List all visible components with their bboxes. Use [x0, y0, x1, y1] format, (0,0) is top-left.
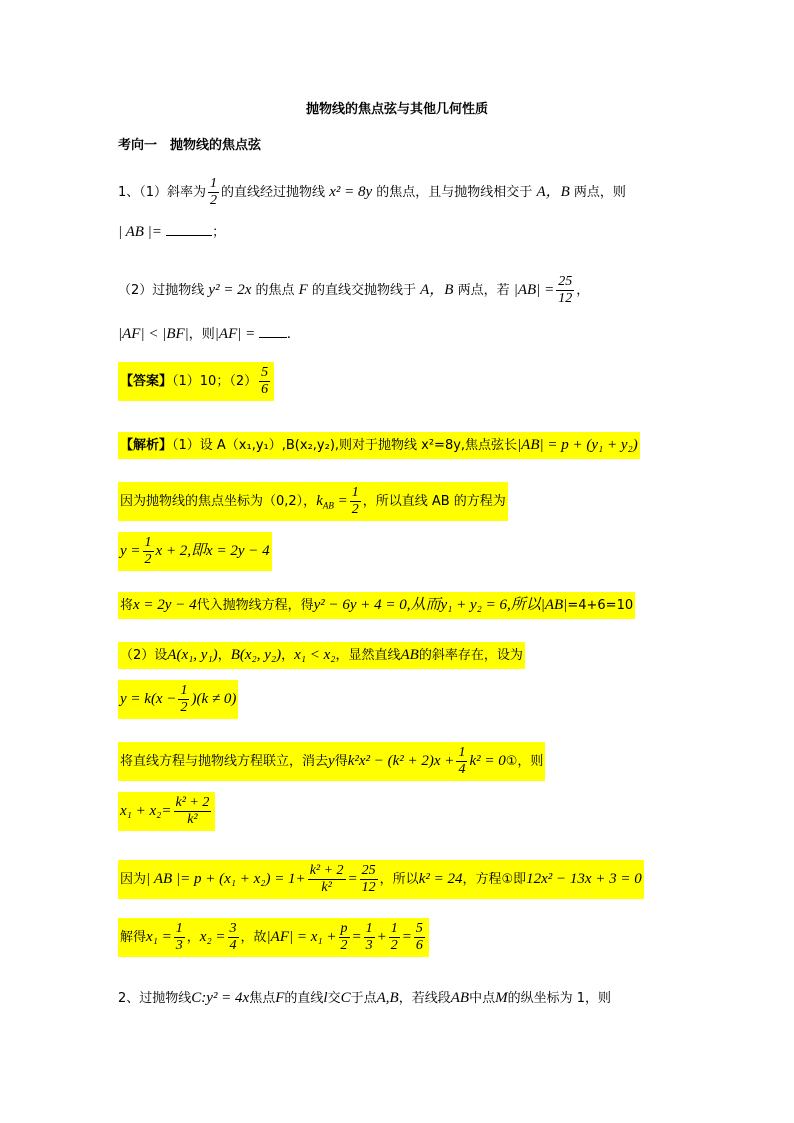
answer-line: 【答案】（1）10；（2） $\frac{5}{6}$	[118, 362, 274, 401]
problem-1-part-1-blank: | AB |= ；	[118, 224, 226, 240]
solution-line-7: 将直线方程与抛物线方程联立，消去y得k²x² − (k² + 2)x + $\frac{1}{4}$ k² = 0①，则	[118, 742, 545, 781]
solution-line-3: y = $\frac{1}{2}$ x + 2,即x = 2y − 4	[118, 532, 272, 571]
solution-line-9: 因为| AB |= p + (x₁ + x₂) = 1+ $\frac{\text{k² + 2}}{\text{k²}}$ = $\frac{25}{12}$ ，所以k² = 24，方程①即12x² − 13x + 3 = 0	[118, 860, 644, 899]
solution-line-1: 【解析】（1）设 A（x₁,y₁）,B(x₂,y₂),则对于抛物线 x²=8y,焦点弦长|AB| = p + (y₁ + y₂)	[118, 432, 640, 459]
answer-blank[interactable]	[166, 235, 212, 236]
section-heading: 考向一 抛物线的焦点弦	[118, 138, 262, 153]
problem-1-part-2: （2）过抛物线 y² = 2x 的焦点 F 的直线交抛物线于 A，B 两点，若 |AB| = $\frac{25}{12}$ ，	[118, 274, 590, 306]
solution-line-4: 将x = 2y − 4代入抛物线方程，得y² − 6y + 4 = 0,从而y₁ + y₂ = 6,所以|AB|=4+6=10	[118, 592, 635, 619]
answer-blank[interactable]	[259, 337, 287, 338]
fraction: $\frac{25}{12}$	[558, 274, 573, 306]
solution-line-10: 解得x₁ = $\frac{1}{3}$ ，x₂ = $\frac{3}{4}$ ，故|AF| = x₁ + $\frac{p}{2}$ = $\frac{1}{3}$ + $\frac{1}{2}$ = $\frac{5}{6}$	[118, 918, 429, 957]
page-title: 抛物线的焦点弦与其他几何性质	[305, 102, 488, 117]
solution-line-5: （2）设A(x₁, y₁)，B(x₂, y₂)，x₁ < x₂，显然直线AB的斜率存在，设为	[118, 642, 525, 669]
solution-line-2: 因为抛物线的焦点坐标为（0,2），$k_{AB}$ = $\frac{1}{2}$ ，所以直线 AB 的方程为	[118, 482, 508, 521]
problem-1-part-2-line2: |AF| < |BF|，则|AF| = .	[118, 326, 292, 342]
solution-line-6: y = k(x − $\frac{1}{2}$ )(k ≠ 0)	[118, 680, 238, 719]
solution-line-8: x₁ + x₂= $\frac{\text{k² + 2}}{\text{k²}}$	[118, 792, 215, 831]
problem-1-part-1: 1、（1）斜率为 $\frac{1}{2}$ 的直线经过抛物线 x² = 8y 的焦点，且与抛物线相交于 A，B 两点，则	[118, 176, 626, 208]
fraction: $\frac{1}{2}$	[210, 176, 218, 208]
problem-2: 2、过抛物线C:y² = 4x焦点F的直线l交C于点A,B，若线段AB中点M的纵坐标为 1，则	[118, 990, 611, 1006]
